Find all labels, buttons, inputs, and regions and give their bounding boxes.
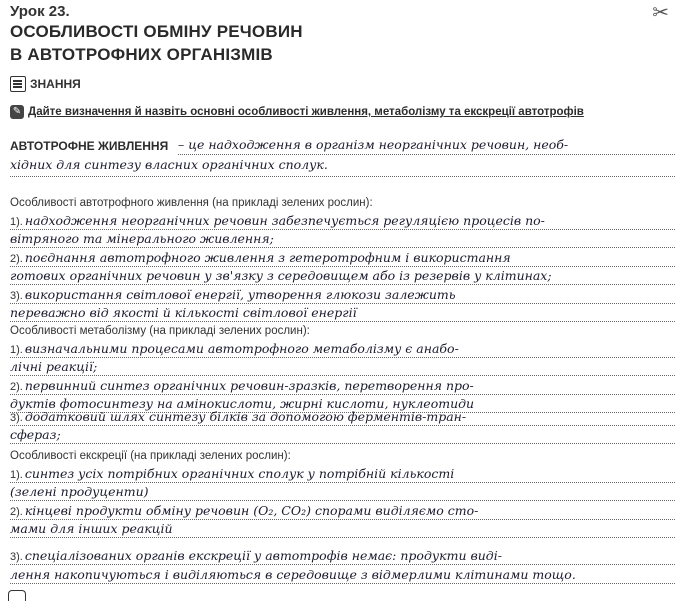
metabolism-item-1-cont: лічні реакції; [10,359,98,374]
writing-line [10,425,675,426]
writing-line [10,176,675,177]
answer-text: визначальними процесами автотрофного метаболізму є анабо- [24,341,459,356]
writing-line [10,303,675,304]
writing-line [10,443,675,444]
answer-text: додатковий шлях синтезу білків за допомогою ферментів-тран- [24,409,467,424]
excretion-label: Особливості екскреції (на прикладі зелених рослин): [10,450,291,462]
nutrition-item-1-cont: вітряного та мінерального живлення; [10,231,274,246]
answer-text: кінцеві продукти обміну речовин (O₂, CO₂) спорами виділяємо сто- [24,503,479,518]
item-number: 2). [10,381,23,393]
metabolism-item-1 [10,341,680,356]
writing-line [10,394,675,395]
answer-text: використання світлової енергії, утворення глюкози залежить [24,287,456,302]
page-corner-mark [8,590,26,601]
item-number: 2). [10,253,23,265]
writing-line [10,500,675,501]
nutrition-item-2-cont: готових органічних речовин у зв'язку з середовищем або із резервів у клітинах; [10,268,552,283]
nutrition-label: Особливості автотрофного живлення (на прикладі зелених рослин): [10,197,373,209]
metabolism-item-2 [10,378,680,393]
item-number: 3). [10,551,23,563]
scissors-icon: ✂ [652,2,669,24]
nutrition-item-1 [10,213,680,228]
page-title-line-1: ОСОБЛИВОСТІ ОБМІНУ РЕЧОВИН [10,22,303,41]
writing-line [10,229,675,230]
excretion-item-1 [10,466,680,481]
page-title-line-2: В АВТОТРОФНИХ ОРГАНІЗМІВ [10,45,273,64]
item-number: 2). [10,506,23,518]
writing-line [10,537,675,538]
answer-text: синтез усіх потрібних органічних сполук у потрібній кількості [24,466,455,481]
excretion-item-2 [10,503,680,518]
writing-line [178,154,675,155]
writing-line [10,247,675,248]
nutrition-item-3-cont: переважно від якості й кількості світлової енергії [10,305,357,320]
excretion-item-3-cont: лення накопичуються і виділяються в середовище з відмерлими клітинами тощо. [10,567,576,582]
writing-line [10,375,675,376]
writing-line [10,583,675,584]
nutrition-item-3 [10,287,680,302]
definition-term: АВТОТРОФНЕ ЖИВЛЕННЯ [10,139,169,153]
excretion-item-3 [10,548,680,563]
book-icon [10,76,26,92]
writing-line [10,284,675,285]
excretion-item-2-cont: мами для інших реакцій [10,521,173,536]
task-text: Дайте визначення й назвіть основні особливості живлення, метаболізму та екскреції автотрофів [28,106,584,118]
metabolism-item-2-cont: дуктів фотосинтезу на амінокислоти, жирні кислоти, нуклеотиди [10,396,475,411]
item-number: 3). [10,290,23,302]
writing-line [10,564,675,565]
answer-text: надходження неорганічних речовин забезпечується регуляцією процесів по- [24,213,545,228]
item-number: 3). [10,412,23,424]
section-label: ЗНАННЯ [30,77,81,91]
item-number: 1). [10,216,23,228]
metabolism-item-3-cont: сфераз; [10,427,61,442]
writing-line [10,266,675,267]
lesson-number: Урок 23. [10,3,70,20]
excretion-item-1-cont: (зелені продуценти) [10,484,149,499]
writing-line [10,357,675,358]
item-number: 1). [10,344,23,356]
metabolism-item-3 [10,409,680,424]
definition-answer-line-1: – це надходження в організм неорганічних речовин, необ- [178,137,569,152]
item-number: 1). [10,469,23,481]
section-knowledge [10,76,81,92]
task-instruction [10,104,675,120]
metabolism-label: Особливості метаболізму (на прикладі зелених рослин): [10,325,310,337]
answer-text: первинний синтез органічних речовин-зразків, перетворення про- [24,378,474,393]
writing-line [10,482,675,483]
answer-text: спеціалізованих органів екскреції у автотрофів немає: продукти виді- [24,548,502,563]
nutrition-item-2 [10,250,680,265]
writing-line [10,519,675,520]
definition-answer-line-2: хідних для синтезу власних органічних сполук. [10,157,328,172]
writing-line [10,321,675,322]
pencil-icon: ✎ [10,105,24,119]
answer-text: поєднання автотрофного живлення з гетеротрофним і використання [24,250,511,265]
